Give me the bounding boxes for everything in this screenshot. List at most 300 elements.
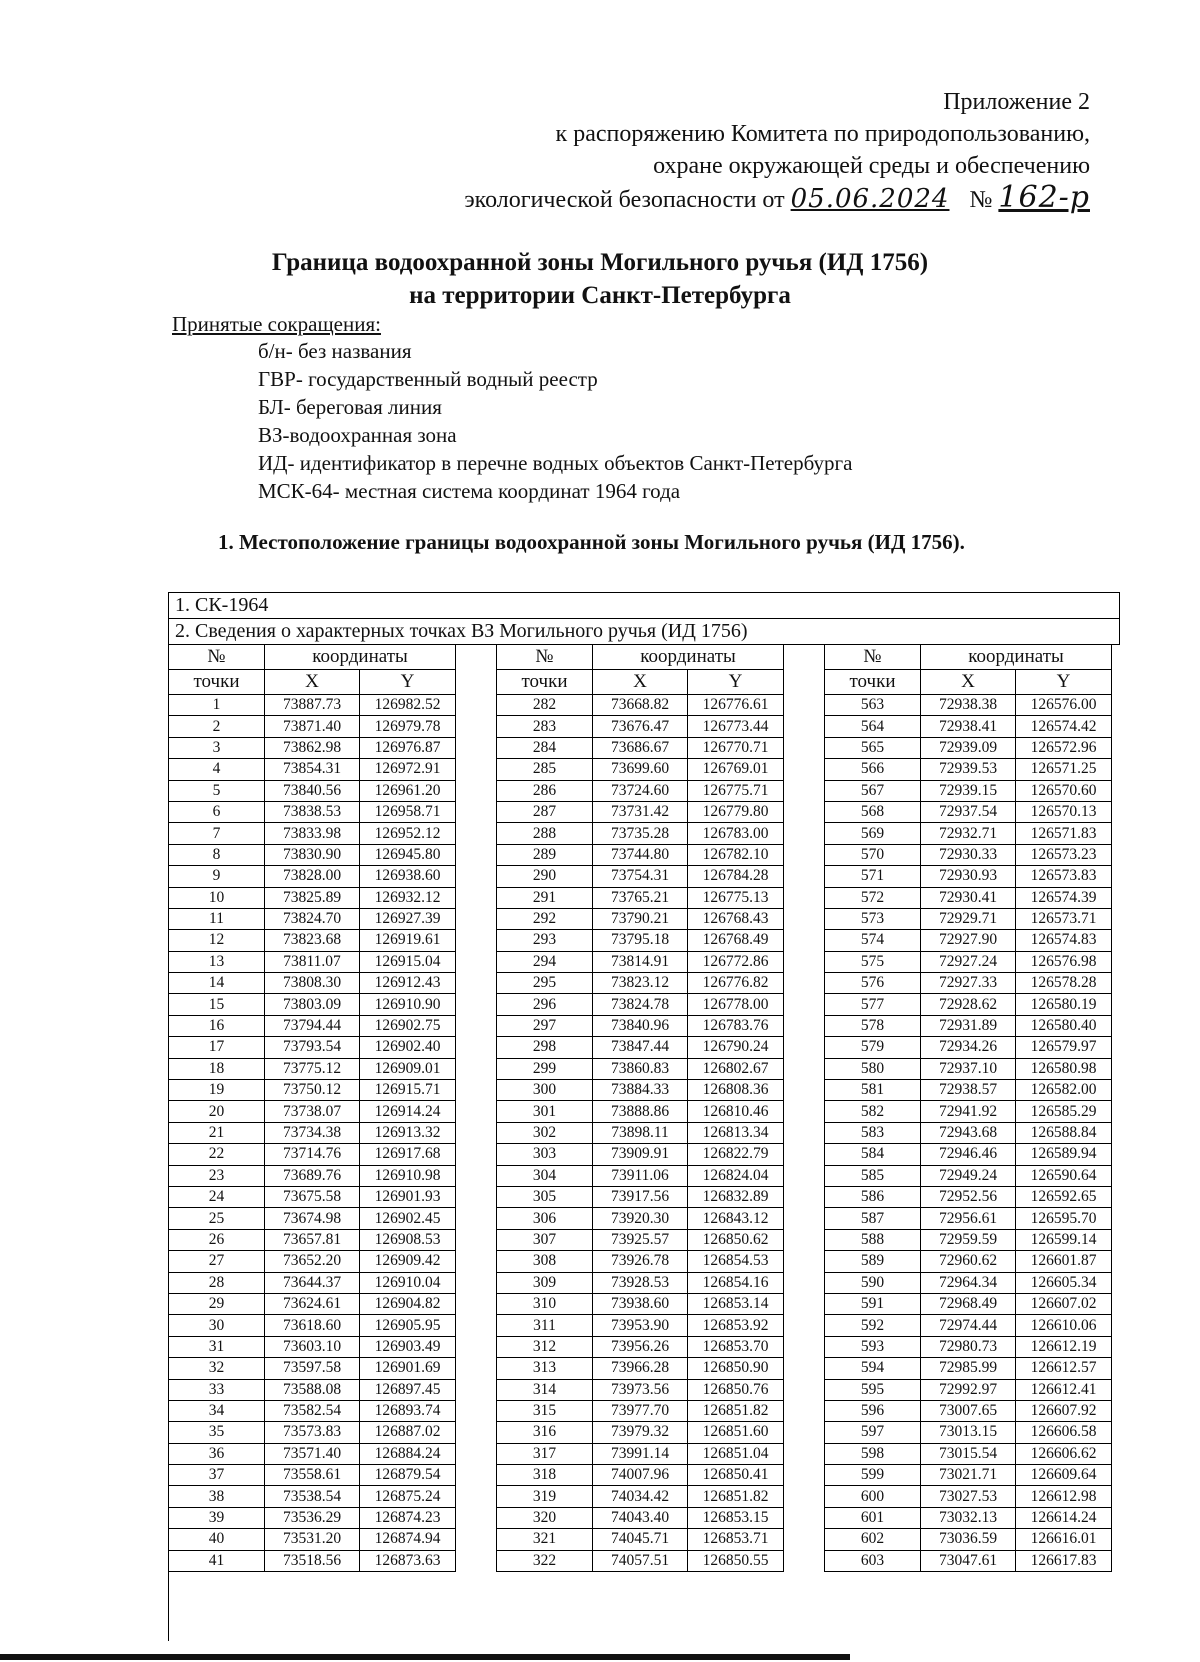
x-coordinate-cell: 72932.71 xyxy=(921,823,1016,844)
x-coordinate-cell: 72927.24 xyxy=(921,951,1016,972)
point-number-cell: 576 xyxy=(825,973,921,994)
point-number-cell: 5 xyxy=(169,780,265,801)
table-row xyxy=(497,844,784,865)
point-number-cell: 11 xyxy=(169,908,265,929)
table-row xyxy=(497,780,784,801)
table-row xyxy=(825,1229,1112,1250)
header-x: X xyxy=(593,670,688,695)
table-row xyxy=(497,951,784,972)
point-number-cell: 600 xyxy=(825,1486,921,1507)
table-row xyxy=(825,1101,1112,1122)
table-row xyxy=(169,1251,456,1272)
point-number-cell: 298 xyxy=(497,1037,593,1058)
x-coordinate-cell: 72929.71 xyxy=(921,908,1016,929)
y-coordinate-cell: 126579.97 xyxy=(1016,1037,1112,1058)
x-coordinate-cell: 73603.10 xyxy=(265,1336,360,1357)
y-coordinate-cell: 126783.00 xyxy=(688,823,784,844)
table-row xyxy=(169,951,456,972)
point-number-cell: 301 xyxy=(497,1101,593,1122)
x-coordinate-cell: 73686.67 xyxy=(593,737,688,758)
annex-line-1: Приложение 2 xyxy=(943,89,1090,115)
y-coordinate-cell: 126909.42 xyxy=(360,1251,456,1272)
y-coordinate-cell: 126772.86 xyxy=(688,951,784,972)
y-coordinate-cell: 126904.82 xyxy=(360,1293,456,1314)
y-coordinate-cell: 126832.89 xyxy=(688,1186,784,1207)
scan-bottom-edge xyxy=(0,1654,850,1660)
y-coordinate-cell: 126874.23 xyxy=(360,1507,456,1528)
x-coordinate-cell: 74034.42 xyxy=(593,1486,688,1507)
x-coordinate-cell: 73657.81 xyxy=(265,1229,360,1250)
table-row xyxy=(497,866,784,887)
point-number-cell: 589 xyxy=(825,1251,921,1272)
x-coordinate-cell: 73838.53 xyxy=(265,801,360,822)
table-row xyxy=(497,1251,784,1272)
point-number-cell: 568 xyxy=(825,801,921,822)
x-coordinate-cell: 73887.73 xyxy=(265,695,360,716)
point-number-cell: 23 xyxy=(169,1165,265,1186)
header-x: X xyxy=(265,670,360,695)
coordinate-block xyxy=(824,644,1112,1572)
table-row xyxy=(825,1144,1112,1165)
table-row xyxy=(169,844,456,865)
table-row xyxy=(497,1293,784,1314)
table-row xyxy=(169,1529,456,1550)
table-row xyxy=(497,1186,784,1207)
x-coordinate-cell: 73926.78 xyxy=(593,1251,688,1272)
x-coordinate-cell: 73973.56 xyxy=(593,1379,688,1400)
y-coordinate-cell: 126574.39 xyxy=(1016,887,1112,908)
table-row xyxy=(169,1015,456,1036)
y-coordinate-cell: 126851.82 xyxy=(688,1486,784,1507)
point-number-cell: 592 xyxy=(825,1315,921,1336)
point-number-cell: 38 xyxy=(169,1486,265,1507)
x-coordinate-cell: 73674.98 xyxy=(265,1208,360,1229)
table-row-caption: 2. Сведения о характерных точках ВЗ Могильного ручья (ИД 1756) xyxy=(168,618,1120,644)
table-row xyxy=(497,1336,784,1357)
y-coordinate-cell: 126873.63 xyxy=(360,1550,456,1571)
x-coordinate-cell: 73027.53 xyxy=(921,1486,1016,1507)
y-coordinate-cell: 126851.60 xyxy=(688,1422,784,1443)
point-number-cell: 1 xyxy=(169,695,265,716)
point-number-cell: 311 xyxy=(497,1315,593,1336)
x-coordinate-cell: 73830.90 xyxy=(265,844,360,865)
x-coordinate-cell: 73793.54 xyxy=(265,1037,360,1058)
table-row xyxy=(497,1486,784,1507)
y-coordinate-cell: 126612.98 xyxy=(1016,1486,1112,1507)
table-row xyxy=(169,1186,456,1207)
y-coordinate-cell: 126784.28 xyxy=(688,866,784,887)
point-number-cell: 289 xyxy=(497,844,593,865)
y-coordinate-cell: 126585.29 xyxy=(1016,1101,1112,1122)
annex-number-label: № xyxy=(969,187,993,213)
table-row xyxy=(825,930,1112,951)
table-row xyxy=(497,1122,784,1143)
table-row xyxy=(169,1165,456,1186)
table-row xyxy=(825,973,1112,994)
x-coordinate-cell: 73558.61 xyxy=(265,1465,360,1486)
point-number-cell: 580 xyxy=(825,1058,921,1079)
y-coordinate-cell: 126574.42 xyxy=(1016,716,1112,737)
y-coordinate-cell: 126582.00 xyxy=(1016,1080,1112,1101)
table-row xyxy=(825,844,1112,865)
abbreviation-item: б/н- без названия xyxy=(258,339,412,363)
point-number-cell: 581 xyxy=(825,1080,921,1101)
point-number-cell: 302 xyxy=(497,1122,593,1143)
table-row xyxy=(497,1015,784,1036)
table-row xyxy=(169,1358,456,1379)
point-number-cell: 569 xyxy=(825,823,921,844)
x-coordinate-cell: 73013.15 xyxy=(921,1422,1016,1443)
y-coordinate-cell: 126571.25 xyxy=(1016,759,1112,780)
x-coordinate-cell: 73536.29 xyxy=(265,1507,360,1528)
point-number-cell: 591 xyxy=(825,1293,921,1314)
point-number-cell: 294 xyxy=(497,951,593,972)
point-number-cell: 574 xyxy=(825,930,921,951)
y-coordinate-cell: 126808.36 xyxy=(688,1080,784,1101)
table-row xyxy=(497,716,784,737)
point-number-cell: 590 xyxy=(825,1272,921,1293)
point-number-cell: 293 xyxy=(497,930,593,951)
point-number-cell: 288 xyxy=(497,823,593,844)
y-coordinate-cell: 126897.45 xyxy=(360,1379,456,1400)
x-coordinate-cell: 73775.12 xyxy=(265,1058,360,1079)
y-coordinate-cell: 126768.49 xyxy=(688,930,784,951)
y-coordinate-cell: 126945.80 xyxy=(360,844,456,865)
point-number-cell: 319 xyxy=(497,1486,593,1507)
table-row xyxy=(169,1058,456,1079)
table-row-system: 1. СК-1964 xyxy=(168,592,1120,618)
y-coordinate-cell: 126913.32 xyxy=(360,1122,456,1143)
y-coordinate-cell: 126901.93 xyxy=(360,1186,456,1207)
point-number-cell: 584 xyxy=(825,1144,921,1165)
point-number-cell: 33 xyxy=(169,1379,265,1400)
y-coordinate-cell: 126952.12 xyxy=(360,823,456,844)
point-number-cell: 20 xyxy=(169,1101,265,1122)
point-number-cell: 31 xyxy=(169,1336,265,1357)
table-row xyxy=(497,801,784,822)
point-number-cell: 7 xyxy=(169,823,265,844)
point-number-cell: 12 xyxy=(169,930,265,951)
header-row xyxy=(825,645,1112,670)
y-coordinate-cell: 126902.40 xyxy=(360,1037,456,1058)
x-coordinate-cell: 73790.21 xyxy=(593,908,688,929)
table-row xyxy=(169,1272,456,1293)
y-coordinate-cell: 126961.20 xyxy=(360,780,456,801)
point-number-cell: 3 xyxy=(169,737,265,758)
y-coordinate-cell: 126905.95 xyxy=(360,1315,456,1336)
title-line-1: Граница водоохранной зоны Могильного ручья (ИД 1756) xyxy=(271,249,929,276)
x-coordinate-cell: 73854.31 xyxy=(265,759,360,780)
y-coordinate-cell: 126590.64 xyxy=(1016,1165,1112,1186)
y-coordinate-cell: 126854.16 xyxy=(688,1272,784,1293)
x-coordinate-cell: 72934.26 xyxy=(921,1037,1016,1058)
point-number-cell: 28 xyxy=(169,1272,265,1293)
header-row xyxy=(169,670,456,695)
point-number-cell: 296 xyxy=(497,994,593,1015)
table-row xyxy=(825,1400,1112,1421)
point-number-cell: 290 xyxy=(497,866,593,887)
y-coordinate-cell: 126887.02 xyxy=(360,1422,456,1443)
header-coordinates: координаты xyxy=(593,645,784,670)
annex-line-3: охране окружающей среды и обеспечению xyxy=(653,153,1090,179)
point-number-cell: 595 xyxy=(825,1379,921,1400)
y-coordinate-cell: 126769.01 xyxy=(688,759,784,780)
x-coordinate-cell: 72952.56 xyxy=(921,1186,1016,1207)
y-coordinate-cell: 126853.92 xyxy=(688,1315,784,1336)
point-number-cell: 321 xyxy=(497,1529,593,1550)
point-number-cell: 593 xyxy=(825,1336,921,1357)
section-heading: 1. Местоположение границы водоохранной зоны Могильного ручья (ИД 1756). xyxy=(218,530,965,554)
x-coordinate-cell: 73811.07 xyxy=(265,951,360,972)
x-coordinate-cell: 72939.15 xyxy=(921,780,1016,801)
table-row xyxy=(169,1486,456,1507)
y-coordinate-cell: 126570.60 xyxy=(1016,780,1112,801)
header-x: X xyxy=(921,670,1016,695)
header-row xyxy=(497,645,784,670)
y-coordinate-cell: 126573.23 xyxy=(1016,844,1112,865)
x-coordinate-cell: 72943.68 xyxy=(921,1122,1016,1143)
point-number-cell: 596 xyxy=(825,1400,921,1421)
point-number-cell: 601 xyxy=(825,1507,921,1528)
point-number-cell: 577 xyxy=(825,994,921,1015)
y-coordinate-cell: 126607.02 xyxy=(1016,1293,1112,1314)
x-coordinate-cell: 73928.53 xyxy=(593,1272,688,1293)
table-row xyxy=(825,1465,1112,1486)
point-number-cell: 602 xyxy=(825,1529,921,1550)
header-y: Y xyxy=(688,670,784,695)
x-coordinate-cell: 72927.33 xyxy=(921,973,1016,994)
x-coordinate-cell: 73538.54 xyxy=(265,1486,360,1507)
y-coordinate-cell: 126580.98 xyxy=(1016,1058,1112,1079)
table-row xyxy=(497,1507,784,1528)
y-coordinate-cell: 126854.53 xyxy=(688,1251,784,1272)
x-coordinate-cell: 73888.86 xyxy=(593,1101,688,1122)
table-row xyxy=(497,887,784,908)
annex-header xyxy=(464,86,1090,216)
document-title xyxy=(0,246,1200,312)
x-coordinate-cell: 73689.76 xyxy=(265,1165,360,1186)
y-coordinate-cell: 126609.64 xyxy=(1016,1465,1112,1486)
y-coordinate-cell: 126850.76 xyxy=(688,1379,784,1400)
table-row xyxy=(825,866,1112,887)
table-row xyxy=(169,1507,456,1528)
point-number-cell: 308 xyxy=(497,1251,593,1272)
x-coordinate-cell: 73597.58 xyxy=(265,1358,360,1379)
x-coordinate-cell: 73724.60 xyxy=(593,780,688,801)
x-coordinate-cell: 73582.54 xyxy=(265,1400,360,1421)
point-number-cell: 309 xyxy=(497,1272,593,1293)
x-coordinate-cell: 73531.20 xyxy=(265,1529,360,1550)
x-coordinate-cell: 74007.96 xyxy=(593,1465,688,1486)
x-coordinate-cell: 73750.12 xyxy=(265,1080,360,1101)
header-number: № xyxy=(169,645,265,670)
point-number-cell: 18 xyxy=(169,1058,265,1079)
y-coordinate-cell: 126770.71 xyxy=(688,737,784,758)
x-coordinate-cell: 73824.70 xyxy=(265,908,360,929)
x-coordinate-cell: 73814.91 xyxy=(593,951,688,972)
x-coordinate-cell: 72939.53 xyxy=(921,759,1016,780)
x-coordinate-cell: 74057.51 xyxy=(593,1550,688,1571)
y-coordinate-cell: 126580.19 xyxy=(1016,994,1112,1015)
annex-line-4-text: экологической безопасности от xyxy=(464,187,785,213)
annex-date: 05.06.2024 xyxy=(790,184,950,214)
x-coordinate-cell: 72928.62 xyxy=(921,994,1016,1015)
table-row xyxy=(497,1229,784,1250)
x-coordinate-cell: 73624.61 xyxy=(265,1293,360,1314)
x-coordinate-cell: 72937.10 xyxy=(921,1058,1016,1079)
point-number-cell: 587 xyxy=(825,1208,921,1229)
y-coordinate-cell: 126915.71 xyxy=(360,1080,456,1101)
table-row xyxy=(497,1465,784,1486)
x-coordinate-cell: 73925.57 xyxy=(593,1229,688,1250)
point-number-cell: 299 xyxy=(497,1058,593,1079)
y-coordinate-cell: 126917.68 xyxy=(360,1144,456,1165)
table-row xyxy=(169,908,456,929)
point-number-cell: 310 xyxy=(497,1293,593,1314)
table-row xyxy=(497,1443,784,1464)
y-coordinate-cell: 126972.91 xyxy=(360,759,456,780)
y-coordinate-cell: 126606.58 xyxy=(1016,1422,1112,1443)
y-coordinate-cell: 126884.24 xyxy=(360,1443,456,1464)
header-coordinates: координаты xyxy=(921,645,1112,670)
point-number-cell: 292 xyxy=(497,908,593,929)
y-coordinate-cell: 126612.19 xyxy=(1016,1336,1112,1357)
coordinate-table xyxy=(824,644,1112,1572)
point-number-cell: 10 xyxy=(169,887,265,908)
table-row xyxy=(169,1336,456,1357)
abbreviations-list xyxy=(258,337,852,505)
y-coordinate-cell: 126601.87 xyxy=(1016,1251,1112,1272)
y-coordinate-cell: 126879.54 xyxy=(360,1465,456,1486)
x-coordinate-cell: 73840.56 xyxy=(265,780,360,801)
point-number-cell: 588 xyxy=(825,1229,921,1250)
x-coordinate-cell: 72946.46 xyxy=(921,1144,1016,1165)
point-number-cell: 25 xyxy=(169,1208,265,1229)
y-coordinate-cell: 126910.98 xyxy=(360,1165,456,1186)
point-number-cell: 26 xyxy=(169,1229,265,1250)
x-coordinate-cell: 73734.38 xyxy=(265,1122,360,1143)
table-row xyxy=(825,1529,1112,1550)
point-number-cell: 9 xyxy=(169,866,265,887)
point-number-cell: 322 xyxy=(497,1550,593,1571)
x-coordinate-cell: 73021.71 xyxy=(921,1465,1016,1486)
y-coordinate-cell: 126610.06 xyxy=(1016,1315,1112,1336)
table-row xyxy=(497,973,784,994)
y-coordinate-cell: 126851.82 xyxy=(688,1400,784,1421)
x-coordinate-cell: 73803.09 xyxy=(265,994,360,1015)
table-row xyxy=(169,780,456,801)
y-coordinate-cell: 126874.94 xyxy=(360,1529,456,1550)
header-coordinates: координаты xyxy=(265,645,456,670)
table-row xyxy=(497,1144,784,1165)
x-coordinate-cell: 73794.44 xyxy=(265,1015,360,1036)
x-coordinate-cell: 73795.18 xyxy=(593,930,688,951)
x-coordinate-cell: 72968.49 xyxy=(921,1293,1016,1314)
y-coordinate-cell: 126783.76 xyxy=(688,1015,784,1036)
header-number: № xyxy=(497,645,593,670)
header-row xyxy=(497,670,784,695)
x-coordinate-cell: 72930.93 xyxy=(921,866,1016,887)
x-coordinate-cell: 73675.58 xyxy=(265,1186,360,1207)
point-number-cell: 41 xyxy=(169,1550,265,1571)
x-coordinate-cell: 72931.89 xyxy=(921,1015,1016,1036)
y-coordinate-cell: 126573.71 xyxy=(1016,908,1112,929)
table-row xyxy=(825,716,1112,737)
point-number-cell: 285 xyxy=(497,759,593,780)
x-coordinate-cell: 73007.65 xyxy=(921,1400,1016,1421)
point-number-cell: 572 xyxy=(825,887,921,908)
x-coordinate-cell: 72941.92 xyxy=(921,1101,1016,1122)
abbreviation-item: ГВР- государственный водный реестр xyxy=(258,367,598,391)
table-row xyxy=(169,1208,456,1229)
x-coordinate-cell: 74045.71 xyxy=(593,1529,688,1550)
y-coordinate-cell: 126853.71 xyxy=(688,1529,784,1550)
y-coordinate-cell: 126824.04 xyxy=(688,1165,784,1186)
x-coordinate-cell: 72930.33 xyxy=(921,844,1016,865)
table-row xyxy=(169,1080,456,1101)
y-coordinate-cell: 126612.41 xyxy=(1016,1379,1112,1400)
header-y: Y xyxy=(360,670,456,695)
table-row xyxy=(825,1251,1112,1272)
y-coordinate-cell: 126910.90 xyxy=(360,994,456,1015)
header-row xyxy=(169,645,456,670)
table-row xyxy=(497,908,784,929)
point-number-cell: 24 xyxy=(169,1186,265,1207)
table-row xyxy=(497,930,784,951)
annex-line-2: к распоряжению Комитета по природопользованию, xyxy=(555,121,1090,147)
point-number-cell: 17 xyxy=(169,1037,265,1058)
y-coordinate-cell: 126915.04 xyxy=(360,951,456,972)
x-coordinate-cell: 73047.61 xyxy=(921,1550,1016,1571)
point-number-cell: 34 xyxy=(169,1400,265,1421)
y-coordinate-cell: 126843.12 xyxy=(688,1208,784,1229)
table-row xyxy=(497,823,784,844)
y-coordinate-cell: 126570.13 xyxy=(1016,801,1112,822)
table-row xyxy=(825,994,1112,1015)
table-row xyxy=(825,695,1112,716)
point-number-cell: 303 xyxy=(497,1144,593,1165)
table-row xyxy=(169,1122,456,1143)
y-coordinate-cell: 126853.14 xyxy=(688,1293,784,1314)
x-coordinate-cell: 73824.78 xyxy=(593,994,688,1015)
point-number-cell: 287 xyxy=(497,801,593,822)
y-coordinate-cell: 126910.04 xyxy=(360,1272,456,1293)
y-coordinate-cell: 126908.53 xyxy=(360,1229,456,1250)
x-coordinate-cell: 73808.30 xyxy=(265,973,360,994)
point-number-cell: 35 xyxy=(169,1422,265,1443)
x-coordinate-cell: 73735.28 xyxy=(593,823,688,844)
point-number-cell: 6 xyxy=(169,801,265,822)
y-coordinate-cell: 126616.01 xyxy=(1016,1529,1112,1550)
point-number-cell: 286 xyxy=(497,780,593,801)
table-row xyxy=(497,994,784,1015)
table-row xyxy=(825,951,1112,972)
point-number-cell: 307 xyxy=(497,1229,593,1250)
table-row xyxy=(825,737,1112,758)
y-coordinate-cell: 126976.87 xyxy=(360,737,456,758)
table-row xyxy=(497,1550,784,1571)
point-number-cell: 37 xyxy=(169,1465,265,1486)
y-coordinate-cell: 126813.34 xyxy=(688,1122,784,1143)
x-coordinate-cell: 73765.21 xyxy=(593,887,688,908)
x-coordinate-cell: 72937.54 xyxy=(921,801,1016,822)
table-row xyxy=(169,737,456,758)
y-coordinate-cell: 126589.94 xyxy=(1016,1144,1112,1165)
point-number-cell: 564 xyxy=(825,716,921,737)
y-coordinate-cell: 126802.67 xyxy=(688,1058,784,1079)
x-coordinate-cell: 72938.57 xyxy=(921,1080,1016,1101)
x-coordinate-cell: 72980.73 xyxy=(921,1336,1016,1357)
